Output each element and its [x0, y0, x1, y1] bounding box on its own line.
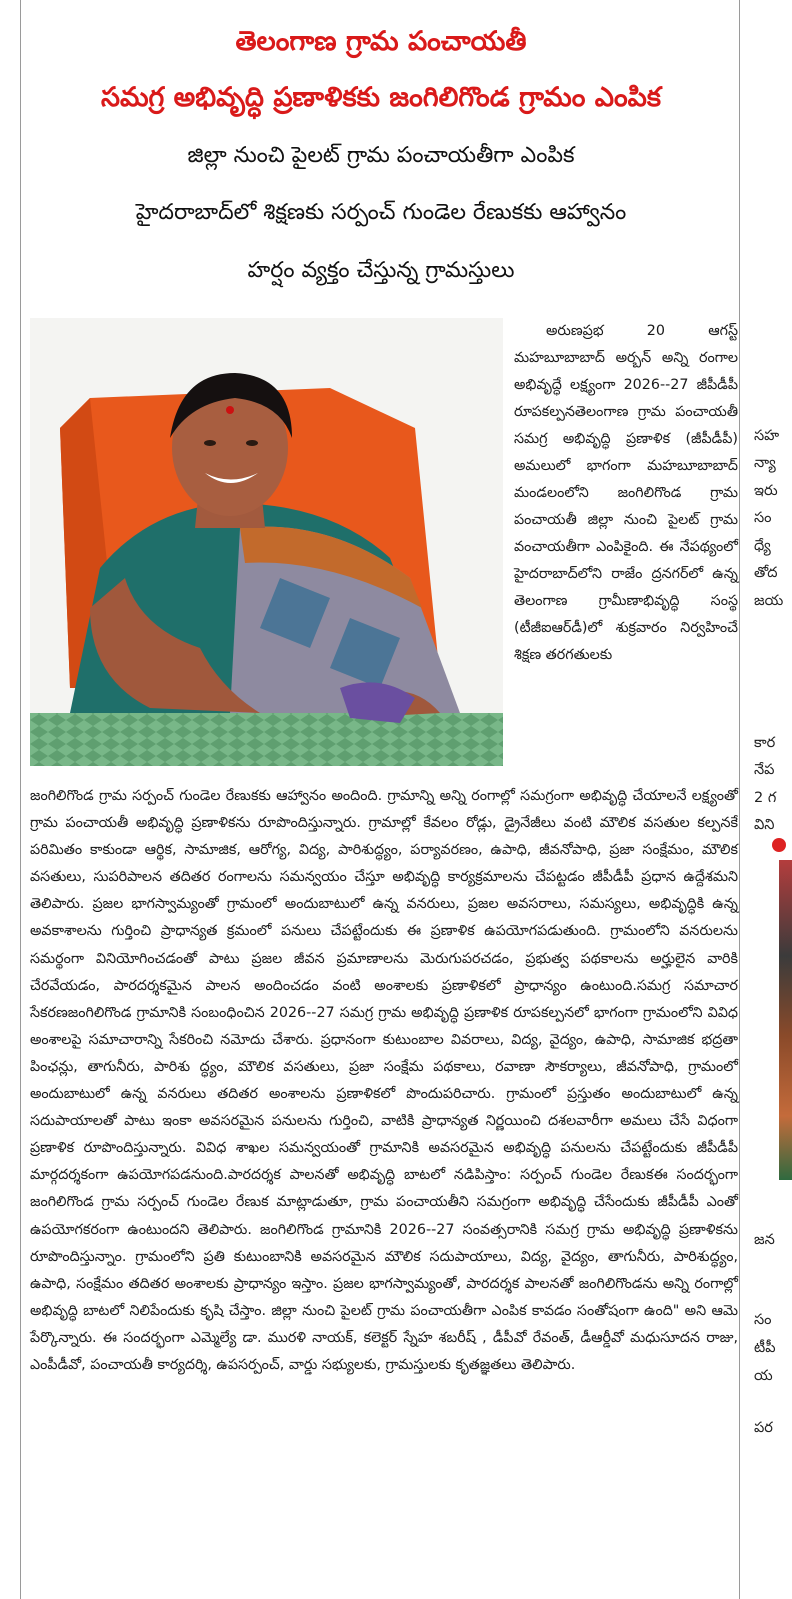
adjacent-text-fragment: నేప: [754, 762, 775, 778]
subheadline-1: జిల్లా నుంచి పైలట్ గ్రామ పంచాయతీగా ఎంపిక: [187, 143, 575, 168]
adjacent-text-fragment: య: [754, 1368, 773, 1384]
adjacent-photo-edge: [779, 860, 792, 1180]
adjacent-text-fragment: జన: [754, 1232, 775, 1248]
adjacent-text-fragment: 2 గ: [754, 790, 777, 806]
portrait-illustration: [30, 318, 503, 766]
subheadline-3: హర్షం వ్యక్తం చేస్తున్న గ్రామస్తులు: [247, 258, 515, 283]
article-body: [30, 783, 738, 1379]
adjacent-text-fragment: ఇరు: [754, 483, 778, 499]
headline-line-2: సమగ్ర అభివృద్ధి ప్రణాళికకు జంగిలిగొండ గ్రామం ఎంపిక: [101, 82, 661, 113]
adjacent-text-fragment: న్యా: [754, 455, 776, 471]
article-intro-column: [514, 318, 738, 669]
adjacent-text-fragment: సం: [754, 1312, 772, 1328]
adjacent-text-fragment: పర: [754, 1420, 773, 1436]
adjacent-text-fragment: సం: [754, 510, 772, 526]
headline-line-1: తెలంగాణ గ్రామ పంచాయతీ: [235, 26, 527, 57]
adjacent-text-fragment: టీపీ: [754, 1340, 776, 1356]
article-intro-paragraph: అరుణప్రభ 20 ఆగస్ట్ మహబూబాబాద్ అర్బన్ అన్ని రంగాల అభివృద్ధే లక్ష్యంగా 2026--27 జీపీడీపీ రూపకల్పనతెలంగాణ గ్రామ పంచాయతీ సమగ్ర అభివృద్ధి ప్రణాళిక (జీపీడీపీ) అమలులో భాగంగా మహబూబాబాద్ మండలంలోని జంగిలిగొండ గ్రామ పంచాయతీ జిల్లా నుంచి పైలట్ గ్రామ వంచాయతీగా ఎంపికైంది. ఈ నేపథ్యంలో హైదరాబాద్‌లోని రాజేం ద్రనగర్‌లో ఉన్న తెలంగాణ గ్రామీణాభివృద్ధి సంస్థ (టీజీఐఆర్‌డీ)లో శుక్రవారం నిర్వహించే శిక్షణ తరగతులకు: [514, 323, 738, 663]
adjacent-text-fragment: విని: [754, 817, 775, 833]
subheadline-2: హైదరాబాద్‌లో శిక్షణకు సర్పంచ్ గుండెల రేణుకకు ఆహ్వానం: [135, 200, 627, 225]
adjacent-text-fragment: కార: [754, 735, 776, 751]
adjacent-article-edge: [752, 0, 792, 1599]
adjacent-text-fragment: ధ్యే: [754, 538, 771, 554]
adjacent-bullet-icon: [772, 838, 786, 852]
sarpanch-portrait-photo: [30, 318, 503, 766]
adjacent-text-fragment: సహ: [754, 428, 780, 444]
article-body-paragraph: జంగిలిగొండ గ్రామ సర్పంచ్ గుండెల రేణుకకు ఆహ్వానం అందింది. గ్రామాన్ని అన్ని రంగాల్లో సమగ్రంగా అభివృద్ధి చేయాలనే లక్ష్యంతో గ్రామ పంచాయతీ అభివృద్ధి ప్రణాళికను రూపొందిస్తున్నారు. గ్రామాల్లో కేవలం రోడ్లు, డ్రైనేజీలు వంటి మౌలిక వసతుల కల్పనకే పరిమితం కాకుండా ఆర్థిక, సామాజిక, ఆరోగ్య, విద్య, పారిశుద్ధ్యం, పర్యావరణం, ఉపాధి, జీవనోపాధి, ప్రజా సంక్షేమం, మౌలిక వసతులు, సుపరిపాలన తదితర రంగాలను సమన్వయం చేస్తూ అభివృద్ధి కార్యక్రమాలను చేపట్టడం జీపీడీపీ ప్రధాన ఉద్దేశమని తెలిపారు. ప్రజల భాగస్వామ్యంతో గ్రామంలో అందుబాటులో ఉన్న వనరులు, ప్రజల అవసరాలు, సమస్యలు, అభివృద్ధికి ఉన్న అవకాశాలను గుర్తించి ప్రాధాన్యత క్రమంలో పనులు చేపట్టేందుకు ఈ ప్రణాళిక ఉపయోగపడుతుంది. గ్రామంలోని వనరులను సమర్థంగా వినియోగించడంతో పాటు ప్రజల జీవన ప్రమాణాలను మెరుగుపరచడం, ప్రభుత్వ పథకాలను అర్హులైన వారికి చేరవేయడం, పారదర్శకమైన పాలన అందించడం వంటి అంశాలకు ప్రణాళికలో ప్రాధాన్యం ఉంటుంది.సమగ్ర సమాచార సేకరణజంగిలిగొండ గ్రామానికి సంబంధించిన 2026--27 సమగ్ర గ్రామ అభివృద్ధి ప్రణాళిక రూపకల్పనలో భాగంగా గ్రామంలోని వివిధ అంశాలపై సమాచారాన్ని సేకరించి నమోదు చేశారు. ప్రధానంగా కుటుంబాల వివరాలు, విద్య, వైద్యం, ఉపాధి, సామాజిక భద్రతా పింఛన్లు, తాగునీరు, పారిశు ద్ధ్యం, మౌలిక వసతులు, ప్రజా సంక్షేమ పథకాలు, రవాణా సౌకర్యాలు, జీవనోపాధి, గ్రామంలో అందుబాటులో ఉన్న వనరులు తదితర అంశాలను ప్రణాళికలో పొందుపరిచారు. గ్రామంలో ప్రస్తుతం అందుబాటులో ఉన్న సదుపాయాలతో పాటు ఇంకా అవసరమైన పనులను గుర్తించి, వాటికి ప్రాధాన్యత నిర్ణయించి దశలవారీగా అమలు చేసే విధంగా ప్రణాళిక రూపొందిస్తున్నారు. వివిధ శాఖల సమన్వయంతో గ్రామానికి అవసరమైన అభివృద్ధి పనులను చేపట్టేందుకు జీపీడీపీ మార్గదర్శకంగా ఉపయోగపడనుంది.పారదర్శక పాలనతో అభివృద్ధి బాటలో నడిపిస్తాం: సర్పంచ్ గుండెల రేణుకఈ సందర్భంగా జంగిలిగొండ గ్రామ సర్పంచ్ గుండెల రేణుక మాట్లాడుతూ, గ్రామ పంచాయతీని సమగ్రంగా అభివృద్ధి చేసేందుకు జీపీడీపీ ఎంతో ఉపయోగకరంగా ఉంటుందని తెలిపారు. జంగిలిగొండ గ్రామానికి 2026--27 సంవత్సరానికి సమగ్ర గ్రామ అభివృద్ధి ప్రణాళికను రూపొందిస్తున్నాం. గ్రామంలోని ప్రతి కుటుంబానికి అవసరమైన మౌలిక సదుపాయాలు, విద్య, వైద్యం, తాగునీరు, పారిశుద్ధ్యం, ఉపాధి, సంక్షేమం తదితర అంశాలకు ప్రాధాన్యం ఇస్తాం. ప్రజల భాగస్వామ్యంతో, పారదర్శక పాలనతో జంగిలిగొండను అన్ని రంగాల్లో అభివృద్ధి బాటలో నిలిపేందుకు కృషి చేస్తాం. జిల్లా నుంచి పైలట్ గ్రామ పంచాయతీగా ఎంపిక కావడం సంతోషంగా ఉంది" అని ఆమె పేర్కొన్నారు. ఈ సందర్భంగా ఎమ్మెల్యే డా. మురళి నాయక్, కలెక్టర్ స్నేహ శబరీష్ , డీపీవో రేవంత్, డీఆర్డీవో మధుసూదన రాజు, ఎంపీడీవో, పంచాయతీ కార్యదర్శి, ఉపసర్పంచ్, వార్డు సభ్యులకు, గ్రామస్తులకు కృతజ్ఞతలు తెలిపారు.: [30, 788, 738, 1373]
article-column: [20, 0, 740, 1599]
adjacent-text-fragment: జయ: [754, 593, 784, 609]
adjacent-text-fragment: తోద: [754, 565, 778, 581]
